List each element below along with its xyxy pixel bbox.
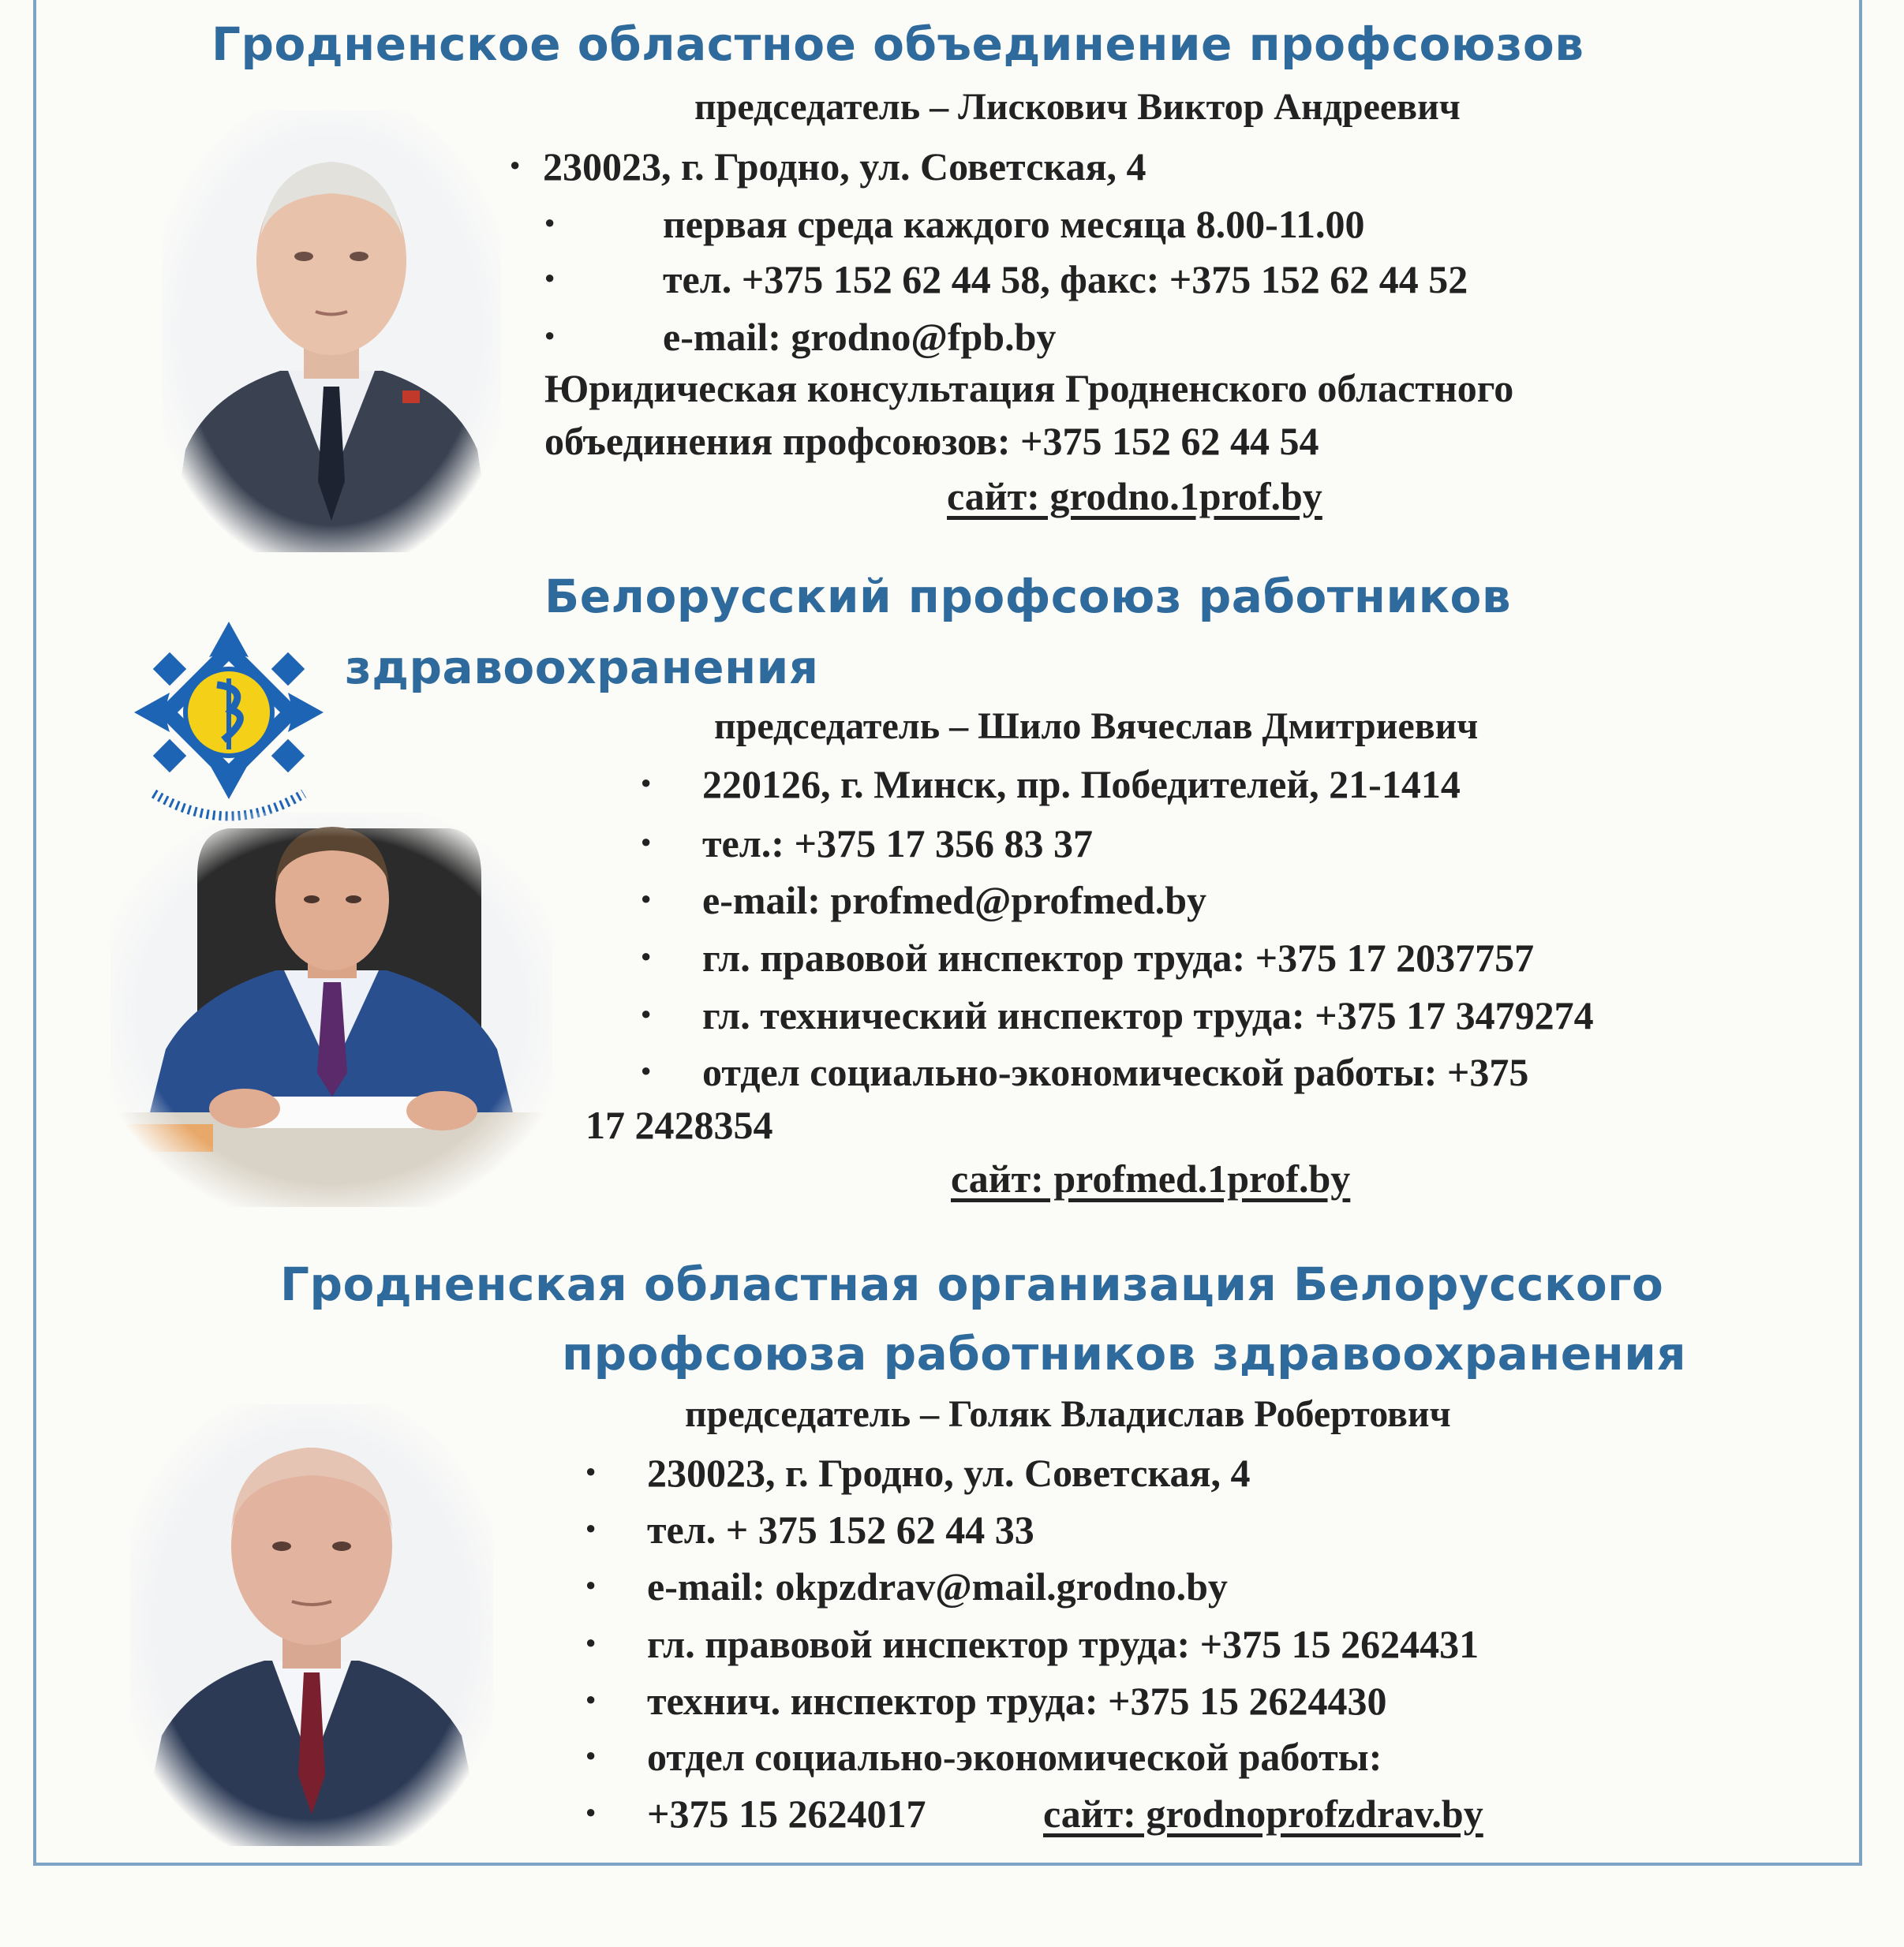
org3-chairman: председатель – Голяк Владислав Робертович <box>685 1393 1451 1435</box>
org2-email: ● e-mail: profmed@profmed.by <box>702 877 1206 923</box>
org3-social-dept: ● отдел социально-экономической работы: <box>647 1734 1382 1780</box>
org2-social-dept-line1: ● отдел социально-экономической работы: +375 <box>702 1049 1528 1095</box>
portrait-lyskovich-photo <box>162 110 501 552</box>
org1-legal-line1: Юридическая консультация Гродненского областного <box>544 366 1514 410</box>
org3-tech-inspector: ● технич. инспектор труда: +375 15 2624430 <box>647 1678 1387 1724</box>
org2-address: ● 220126, г. Минск, пр. Победителей, 21-1414 <box>702 761 1461 807</box>
org3-site-link[interactable]: сайт: grodnoprofzdrav.by <box>1043 1792 1483 1836</box>
org2-title-line2: здравоохранения <box>345 641 819 694</box>
org1-address: ● 230023, г. Гродно, ул. Советская, 4 <box>543 144 1147 189</box>
portrait-shilo-photo <box>110 813 552 1207</box>
org3-email: ● e-mail: okpzdrav@mail.grodno.by <box>647 1564 1228 1609</box>
org1-email: ● e-mail: grodno@fpb.by <box>663 314 1056 360</box>
org3-title-line1: Гродненская областная организация Белорусского <box>280 1258 1664 1311</box>
org2-phone: ● тел.: +375 17 356 83 37 <box>702 820 1093 866</box>
org1-hours: ● первая среда каждого месяца 8.00-11.00 <box>663 201 1365 247</box>
org2-social-dept-line2: 17 2428354 <box>585 1103 773 1147</box>
org1-legal-line2: объединения профсоюзов: +375 152 62 44 54 <box>544 419 1319 463</box>
health-union-emblem-icon <box>130 614 327 843</box>
org1-title: Гродненское областное объединение профсоюзов <box>211 17 1584 71</box>
org3-legal-inspector: ● гл. правовой инспектор труда: +375 15 2624431 <box>647 1621 1479 1667</box>
org2-chairman: председатель – Шило Вячеслав Дмитриевич <box>714 705 1479 747</box>
org2-tech-inspector: ● гл. технический инспектор труда: +375 17 3479274 <box>702 992 1594 1038</box>
portrait-golyak-photo <box>130 1404 493 1846</box>
org2-title-line1: Белорусский профсоюз работников <box>544 570 1512 623</box>
org1-site-link[interactable]: сайт: grodno.1prof.by <box>947 474 1322 518</box>
org1-phone: ● тел. +375 152 62 44 58, факс: +375 152 62 44 52 <box>663 256 1468 302</box>
org3-phone: ● тел. + 375 152 62 44 33 <box>647 1507 1034 1553</box>
org2-legal-inspector: ● гл. правовой инспектор труда: +375 17 2037757 <box>702 935 1534 981</box>
org1-chairman: председатель – Лискович Виктор Андреевич <box>694 86 1461 128</box>
org2-site-link[interactable]: сайт: profmed.1prof.by <box>951 1157 1351 1201</box>
org3-social-phone: ● +375 15 2624017 <box>647 1791 926 1837</box>
org3-title-line2: профсоюза работников здравоохранения <box>562 1327 1687 1381</box>
org3-address: ● 230023, г. Гродно, ул. Советская, 4 <box>647 1450 1251 1496</box>
